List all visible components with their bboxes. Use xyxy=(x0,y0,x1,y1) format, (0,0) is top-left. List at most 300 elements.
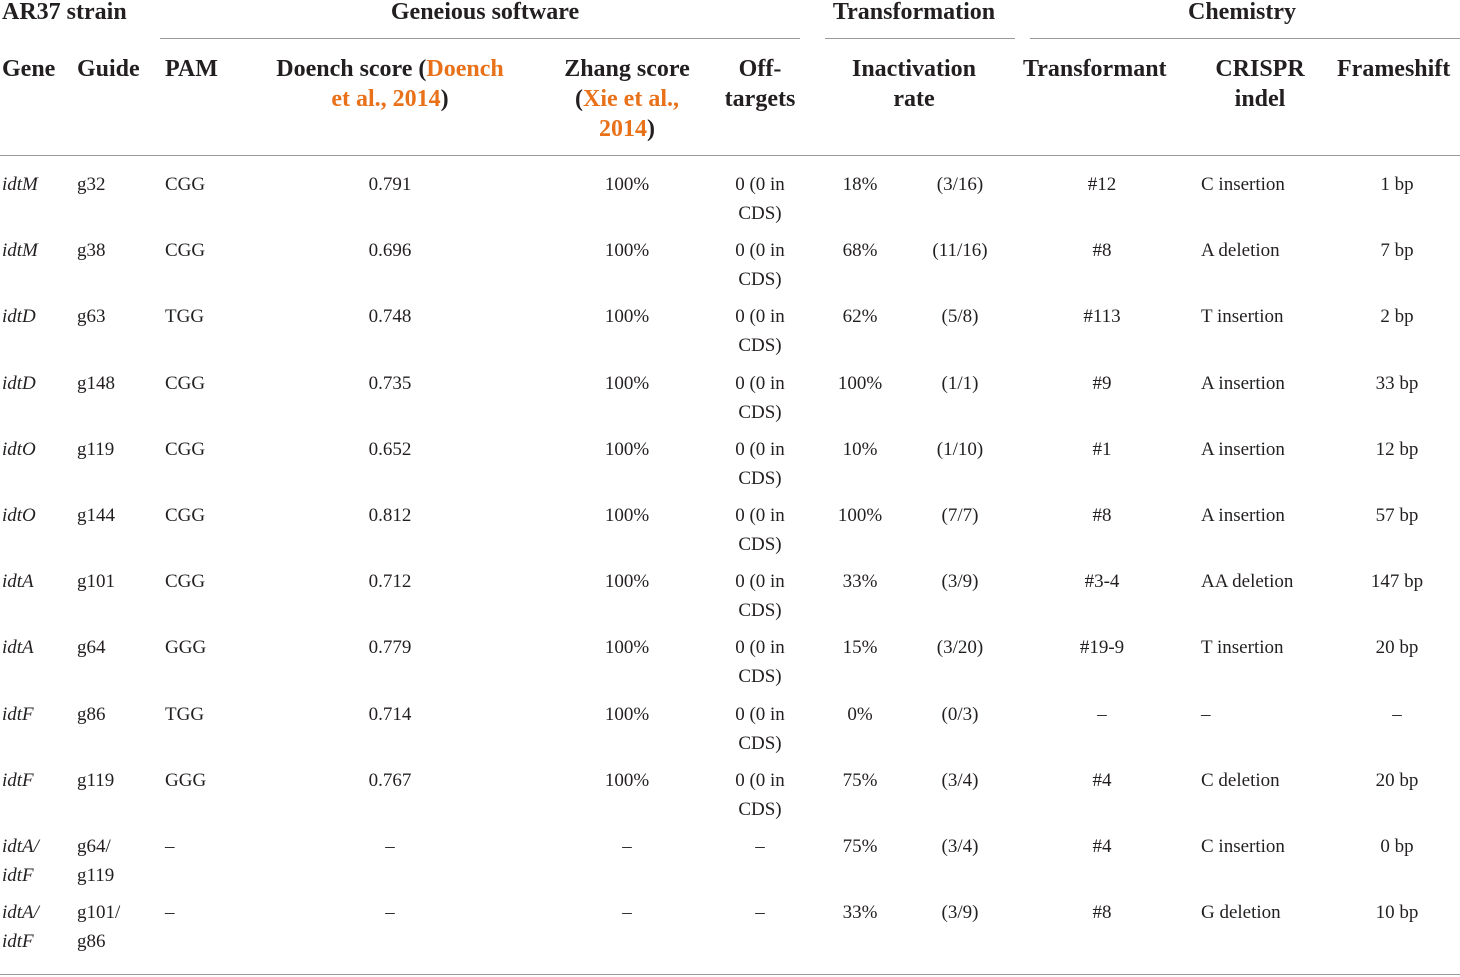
cell-gene-line2: idtF xyxy=(2,865,34,886)
cell-inactivation-fraction-line1: (3/4) xyxy=(941,836,979,857)
cell-crispr-indel-line1: – xyxy=(1201,704,1211,725)
col-inactivation-1: Inactivation xyxy=(851,56,976,82)
cell-pam xyxy=(165,369,205,398)
cell-crispr-indel-line1: C insertion xyxy=(1201,836,1285,857)
cell-transformant xyxy=(1042,567,1162,596)
cell-inactivation-rate xyxy=(820,501,900,530)
cell-inactivation-fraction xyxy=(910,501,1010,530)
cell-gene xyxy=(2,302,36,331)
cell-zhang-score xyxy=(567,832,687,861)
cell-zhang-score-line1: 100% xyxy=(604,306,650,327)
cell-offtargets xyxy=(710,302,810,360)
cell-crispr-indel-line1: A insertion xyxy=(1201,439,1285,460)
cell-doench-score-line1: 0.812 xyxy=(368,505,412,526)
cell-gene xyxy=(2,898,39,956)
cell-inactivation-fraction-line1: (3/9) xyxy=(941,571,979,592)
cell-zhang-score-line1: 100% xyxy=(604,770,650,791)
cell-doench-score xyxy=(330,501,450,530)
cell-doench-score xyxy=(330,898,450,927)
cell-doench-score-line1: 0.652 xyxy=(368,439,412,460)
cell-offtargets-line2: CDS) xyxy=(738,534,782,555)
cell-transformant xyxy=(1042,369,1162,398)
cell-offtargets-line1: 0 (0 in xyxy=(735,306,785,327)
cell-gene-line1: idtD xyxy=(2,306,36,327)
cell-inactivation-fraction-line1: (1/10) xyxy=(936,439,984,460)
cell-transformant xyxy=(1042,302,1162,331)
cell-frameshift xyxy=(1337,170,1457,199)
cell-inactivation-fraction xyxy=(910,898,1010,927)
cell-transformant-line1: #8 xyxy=(1092,902,1112,923)
cell-inactivation-rate xyxy=(820,567,900,596)
cell-inactivation-rate-line1: 33% xyxy=(842,902,878,923)
cell-crispr-indel-line1: C insertion xyxy=(1201,174,1285,195)
cell-transformant xyxy=(1042,435,1162,464)
cell-gene-line1: idtD xyxy=(2,373,36,394)
col-frameshift: Frameshift xyxy=(1337,56,1451,82)
cell-zhang-score xyxy=(567,369,687,398)
cell-offtargets xyxy=(710,170,810,228)
doench-ref-link-2[interactable]: et al., 2014 xyxy=(331,86,441,112)
cell-guide-line1: g32 xyxy=(77,174,106,195)
cell-frameshift-line1: 33 bp xyxy=(1375,373,1419,394)
group-software-rule xyxy=(160,38,800,39)
cell-guide xyxy=(77,567,115,596)
cell-doench-score xyxy=(330,236,450,265)
cell-transformant-line1: – xyxy=(1097,704,1107,725)
col-inactivation xyxy=(824,54,1004,114)
col-crispr-2: indel xyxy=(1234,86,1286,112)
cell-offtargets-line2: CDS) xyxy=(738,402,782,423)
cell-guide-line1: g101/ xyxy=(77,902,121,923)
cell-inactivation-fraction xyxy=(910,700,1010,729)
cell-zhang-score xyxy=(567,236,687,265)
cell-transformant-line1: #8 xyxy=(1092,505,1112,526)
cell-zhang-score xyxy=(567,501,687,530)
cell-transformant xyxy=(1042,633,1162,662)
cell-transformant-line1: #4 xyxy=(1092,836,1112,857)
col-inactivation-2: rate xyxy=(893,86,935,112)
cell-pam xyxy=(165,567,205,596)
cell-frameshift xyxy=(1337,898,1457,927)
cell-frameshift-line1: 147 bp xyxy=(1370,571,1424,592)
cell-doench-score xyxy=(330,832,450,861)
cell-pam xyxy=(165,302,204,331)
cell-doench-score xyxy=(330,567,450,596)
cell-guide-line1: g119 xyxy=(77,770,115,791)
cell-doench-score-line1: 0.791 xyxy=(368,174,412,195)
cell-guide-line1: g64 xyxy=(77,637,106,658)
cell-doench-score-line1: 0.748 xyxy=(368,306,412,327)
cell-pam-line1: GGG xyxy=(165,637,207,658)
cell-transformant-line1: #4 xyxy=(1092,770,1112,791)
cell-crispr-indel-line1: A insertion xyxy=(1201,505,1285,526)
cell-inactivation-rate xyxy=(820,633,900,662)
cell-offtargets-line2: CDS) xyxy=(738,666,782,687)
cell-doench-score xyxy=(330,302,450,331)
cell-zhang-score xyxy=(567,898,687,927)
cell-pam-line1: CGG xyxy=(165,571,206,592)
cell-pam-line1: TGG xyxy=(165,306,205,327)
cell-gene-line1: idtA xyxy=(2,637,34,658)
cell-inactivation-rate xyxy=(820,832,900,861)
cell-guide-line1: g144 xyxy=(77,505,115,526)
cell-inactivation-fraction xyxy=(910,302,1010,331)
cell-offtargets xyxy=(710,369,810,427)
cell-zhang-score xyxy=(567,766,687,795)
cell-pam xyxy=(165,236,205,265)
cell-pam-line1: – xyxy=(165,836,175,857)
cell-inactivation-fraction xyxy=(910,170,1010,199)
cell-pam xyxy=(165,633,206,662)
cell-frameshift-line1: 1 bp xyxy=(1380,174,1414,195)
cell-guide xyxy=(77,832,114,890)
cell-offtargets xyxy=(710,633,810,691)
cell-offtargets-line1: 0 (0 in xyxy=(735,704,785,725)
cell-offtargets xyxy=(710,766,810,824)
cell-frameshift-line1: 20 bp xyxy=(1375,770,1419,791)
group-transformation-rule xyxy=(825,38,1015,39)
cell-offtargets xyxy=(710,435,810,493)
cell-inactivation-rate xyxy=(820,766,900,795)
group-chemistry: Chemistry xyxy=(1188,0,1296,25)
col-offtargets-1: Off- xyxy=(738,56,782,82)
cell-inactivation-rate-line1: 75% xyxy=(842,836,878,857)
cell-pam xyxy=(165,501,205,530)
cell-offtargets xyxy=(710,236,810,294)
cell-transformant xyxy=(1042,700,1162,729)
cell-doench-score xyxy=(330,170,450,199)
cell-crispr-indel xyxy=(1201,700,1211,729)
cell-transformant xyxy=(1042,170,1162,199)
cell-transformant-line1: #3-4 xyxy=(1084,571,1120,592)
cell-pam-line1: – xyxy=(165,902,175,923)
cell-crispr-indel xyxy=(1201,170,1285,199)
cell-gene xyxy=(2,700,34,729)
cell-gene xyxy=(2,633,34,662)
cell-transformant-line1: #9 xyxy=(1092,373,1112,394)
col-offtargets-2: targets xyxy=(724,86,796,112)
cell-frameshift xyxy=(1337,766,1457,795)
cell-doench-score-line1: 0.767 xyxy=(368,770,412,791)
cell-inactivation-rate-line1: 15% xyxy=(842,637,878,658)
cell-guide xyxy=(77,435,114,464)
col-zhang xyxy=(542,54,712,144)
cell-offtargets xyxy=(710,832,810,861)
cell-gene xyxy=(2,236,38,265)
cell-doench-score-line1: – xyxy=(385,902,395,923)
cell-inactivation-fraction-line1: (0/3) xyxy=(941,704,979,725)
cell-guide-line1: g119 xyxy=(77,439,115,460)
cell-transformant-line1: #8 xyxy=(1092,240,1112,261)
cell-guide-line2: g86 xyxy=(77,931,106,952)
cell-frameshift-line1: 57 bp xyxy=(1375,505,1419,526)
xie-ref-link[interactable]: Xie et al., xyxy=(583,86,679,112)
cell-offtargets xyxy=(710,700,810,758)
cell-inactivation-fraction xyxy=(910,435,1010,464)
cell-guide xyxy=(77,236,106,265)
cell-transformant xyxy=(1042,766,1162,795)
cell-offtargets-line2: CDS) xyxy=(738,269,782,290)
cell-zhang-score-line1: 100% xyxy=(604,439,650,460)
cell-doench-score-line1: 0.714 xyxy=(368,704,412,725)
cell-pam-line1: CGG xyxy=(165,505,206,526)
col-doench xyxy=(230,54,550,114)
cell-pam-line1: TGG xyxy=(165,704,205,725)
cell-doench-score xyxy=(330,700,450,729)
cell-frameshift xyxy=(1337,302,1457,331)
cell-guide-line1: g86 xyxy=(77,704,106,725)
cell-transformant-line1: #12 xyxy=(1087,174,1117,195)
cell-frameshift xyxy=(1337,236,1457,265)
cell-gene xyxy=(2,369,36,398)
cell-inactivation-rate-line1: 68% xyxy=(842,240,878,261)
cell-inactivation-fraction-line1: (3/20) xyxy=(936,637,984,658)
cell-gene xyxy=(2,170,38,199)
cell-pam-line1: GGG xyxy=(165,770,207,791)
cell-frameshift xyxy=(1337,567,1457,596)
cell-gene xyxy=(2,567,34,596)
cell-frameshift-line1: 0 bp xyxy=(1380,836,1414,857)
cell-inactivation-rate xyxy=(820,435,900,464)
cell-zhang-score-line1: 100% xyxy=(604,637,650,658)
cell-gene-line1: idtM xyxy=(2,174,38,195)
cell-gene-line1: idtA/ xyxy=(2,902,39,923)
cell-inactivation-fraction xyxy=(910,766,1010,795)
cell-inactivation-rate-line1: 62% xyxy=(842,306,878,327)
cell-pam xyxy=(165,766,206,795)
cell-inactivation-fraction-line1: (3/16) xyxy=(936,174,984,195)
cell-offtargets-line1: 0 (0 in xyxy=(735,770,785,791)
cell-zhang-score xyxy=(567,567,687,596)
cell-frameshift-line1: 10 bp xyxy=(1375,902,1419,923)
doench-ref-link[interactable]: Doench xyxy=(426,56,504,82)
cell-guide-line1: g63 xyxy=(77,306,106,327)
cell-guide-line1: g148 xyxy=(77,373,115,394)
cell-inactivation-fraction xyxy=(910,567,1010,596)
cell-pam xyxy=(165,435,205,464)
cell-gene-line2: idtF xyxy=(2,931,34,952)
cell-guide-line1: g64/ xyxy=(77,836,111,857)
col-offtargets xyxy=(710,54,810,114)
cell-gene-line1: idtA/ xyxy=(2,836,39,857)
cell-transformant-line1: #113 xyxy=(1083,306,1121,327)
cell-crispr-indel xyxy=(1201,302,1284,331)
cell-inactivation-rate xyxy=(820,369,900,398)
col-pam: PAM xyxy=(165,56,218,82)
cell-frameshift xyxy=(1337,501,1457,530)
cell-guide-line2: g119 xyxy=(77,865,115,886)
cell-zhang-score-line1: – xyxy=(622,902,632,923)
cell-guide xyxy=(77,501,115,530)
cell-guide xyxy=(77,898,120,956)
cell-crispr-indel-line1: T insertion xyxy=(1201,637,1284,658)
cell-doench-score-line1: 0.735 xyxy=(368,373,412,394)
cell-zhang-score-line1: – xyxy=(622,836,632,857)
cell-guide-line1: g38 xyxy=(77,240,106,261)
cell-guide-line1: g101 xyxy=(77,571,115,592)
cell-doench-score-line1: – xyxy=(385,836,395,857)
cell-inactivation-rate xyxy=(820,700,900,729)
cell-inactivation-rate-line1: 75% xyxy=(842,770,878,791)
cell-transformant-line1: #19-9 xyxy=(1079,637,1125,658)
col-gene: Gene xyxy=(2,56,56,82)
cell-offtargets xyxy=(710,501,810,559)
cell-inactivation-fraction-line1: (5/8) xyxy=(941,306,979,327)
cell-transformant xyxy=(1042,236,1162,265)
cell-pam-line1: CGG xyxy=(165,373,206,394)
cell-offtargets xyxy=(710,567,810,625)
xie-ref-link-2[interactable]: 2014 xyxy=(599,116,647,142)
cell-crispr-indel-line1: T insertion xyxy=(1201,306,1284,327)
cell-gene xyxy=(2,435,36,464)
cell-gene-line1: idtO xyxy=(2,505,36,526)
cell-inactivation-fraction-line1: (11/16) xyxy=(932,240,988,261)
cell-inactivation-rate-line1: 10% xyxy=(842,439,878,460)
cell-frameshift-line1: – xyxy=(1392,704,1402,725)
cell-frameshift-line1: 12 bp xyxy=(1375,439,1419,460)
cell-offtargets-line2: CDS) xyxy=(738,600,782,621)
cell-inactivation-fraction-line1: (3/4) xyxy=(941,770,979,791)
cell-inactivation-rate xyxy=(820,170,900,199)
group-chemistry-rule xyxy=(1030,38,1460,39)
cell-inactivation-fraction-line1: (1/1) xyxy=(941,373,979,394)
col-zhang-open: ( xyxy=(575,86,584,112)
cell-doench-score xyxy=(330,766,450,795)
cell-zhang-score xyxy=(567,633,687,662)
cell-offtargets-line1: – xyxy=(755,836,765,857)
cell-frameshift xyxy=(1337,832,1457,861)
cell-zhang-score xyxy=(567,700,687,729)
col-guide: Guide xyxy=(77,56,140,82)
cell-doench-score-line1: 0.696 xyxy=(368,240,412,261)
cell-crispr-indel-line1: G deletion xyxy=(1201,902,1281,923)
cell-offtargets-line1: 0 (0 in xyxy=(735,240,785,261)
cell-inactivation-rate-line1: 100% xyxy=(837,505,883,526)
cell-inactivation-fraction xyxy=(910,369,1010,398)
cell-frameshift-line1: 7 bp xyxy=(1380,240,1414,261)
cell-frameshift xyxy=(1337,369,1457,398)
cell-inactivation-fraction xyxy=(910,832,1010,861)
cell-offtargets xyxy=(710,898,810,927)
cell-crispr-indel xyxy=(1201,369,1285,398)
cell-crispr-indel-line1: A insertion xyxy=(1201,373,1285,394)
cell-guide xyxy=(77,170,106,199)
cell-inactivation-rate-line1: 18% xyxy=(842,174,878,195)
cell-zhang-score-line1: 100% xyxy=(604,174,650,195)
cell-frameshift xyxy=(1337,700,1457,729)
cell-guide xyxy=(77,700,106,729)
cell-gene-line1: idtF xyxy=(2,704,34,725)
cell-inactivation-fraction xyxy=(910,633,1010,662)
cell-crispr-indel xyxy=(1201,501,1285,530)
cell-offtargets-line1: 0 (0 in xyxy=(735,373,785,394)
cell-crispr-indel xyxy=(1201,766,1280,795)
cell-gene-line1: idtF xyxy=(2,770,34,791)
cell-crispr-indel-line1: C deletion xyxy=(1201,770,1280,791)
cell-offtargets-line2: CDS) xyxy=(738,335,782,356)
cell-guide xyxy=(77,302,106,331)
cell-offtargets-line2: CDS) xyxy=(738,468,782,489)
cell-offtargets-line2: CDS) xyxy=(738,799,782,820)
cell-gene-line1: idtM xyxy=(2,240,38,261)
cell-zhang-score-line1: 100% xyxy=(604,373,650,394)
cell-zhang-score xyxy=(567,302,687,331)
cell-inactivation-rate xyxy=(820,236,900,265)
cell-frameshift xyxy=(1337,633,1457,662)
cell-gene-line1: idtO xyxy=(2,439,36,460)
cell-doench-score xyxy=(330,369,450,398)
cell-inactivation-rate xyxy=(820,898,900,927)
cell-inactivation-rate-line1: 0% xyxy=(847,704,873,725)
cell-zhang-score xyxy=(567,435,687,464)
cell-transformant-line1: #1 xyxy=(1092,439,1112,460)
cell-inactivation-rate xyxy=(820,302,900,331)
header-rule xyxy=(0,155,1460,156)
cell-crispr-indel xyxy=(1201,832,1285,861)
cell-crispr-indel-line1: A deletion xyxy=(1201,240,1280,261)
cell-offtargets-line1: 0 (0 in xyxy=(735,505,785,526)
cell-pam xyxy=(165,832,175,861)
cell-frameshift-line1: 20 bp xyxy=(1375,637,1419,658)
group-transformation: Transformation xyxy=(832,0,996,25)
group-software: Geneious software xyxy=(390,0,580,25)
cell-doench-score-line1: 0.712 xyxy=(368,571,412,592)
cell-frameshift xyxy=(1337,435,1457,464)
cell-inactivation-rate-line1: 100% xyxy=(837,373,883,394)
cell-pam xyxy=(165,170,205,199)
bottom-rule xyxy=(0,974,1460,975)
cell-transformant xyxy=(1042,898,1162,927)
cell-guide xyxy=(77,633,106,662)
cell-pam xyxy=(165,700,204,729)
cell-crispr-indel xyxy=(1201,236,1280,265)
cell-zhang-score-line1: 100% xyxy=(604,240,650,261)
cell-offtargets-line2: CDS) xyxy=(738,203,782,224)
cell-crispr-indel xyxy=(1201,633,1284,662)
col-zhang-close: ) xyxy=(647,116,655,142)
cell-zhang-score xyxy=(567,170,687,199)
col-transformant: Transformant xyxy=(1023,56,1167,82)
cell-gene-line1: idtA xyxy=(2,571,34,592)
cell-doench-score xyxy=(330,633,450,662)
cell-crispr-indel xyxy=(1201,435,1285,464)
cell-inactivation-fraction-line1: (7/7) xyxy=(941,505,979,526)
cell-inactivation-fraction xyxy=(910,236,1010,265)
col-crispr-1: CRISPR xyxy=(1215,56,1305,82)
cell-gene xyxy=(2,832,39,890)
cell-gene xyxy=(2,766,34,795)
cell-zhang-score-line1: 100% xyxy=(604,505,650,526)
cell-inactivation-rate-line1: 33% xyxy=(842,571,878,592)
cell-crispr-indel xyxy=(1201,898,1281,927)
group-strain: AR37 strain xyxy=(2,0,127,25)
cell-crispr-indel xyxy=(1201,567,1293,596)
cell-doench-score-line1: 0.779 xyxy=(368,637,412,658)
cell-crispr-indel-line1: AA deletion xyxy=(1201,571,1294,592)
cell-offtargets-line1: 0 (0 in xyxy=(735,571,785,592)
cell-gene xyxy=(2,501,36,530)
col-crispr-indel xyxy=(1195,54,1325,114)
cell-offtargets-line1: – xyxy=(755,902,765,923)
cell-pam-line1: CGG xyxy=(165,174,206,195)
cell-inactivation-fraction-line1: (3/9) xyxy=(941,902,979,923)
cell-pam xyxy=(165,898,175,927)
cell-offtargets-line1: 0 (0 in xyxy=(735,174,785,195)
cell-zhang-score-line1: 100% xyxy=(604,704,650,725)
cell-offtargets-line2: CDS) xyxy=(738,733,782,754)
col-zhang-label: Zhang score xyxy=(564,56,690,82)
col-doench-close: ) xyxy=(440,86,449,112)
